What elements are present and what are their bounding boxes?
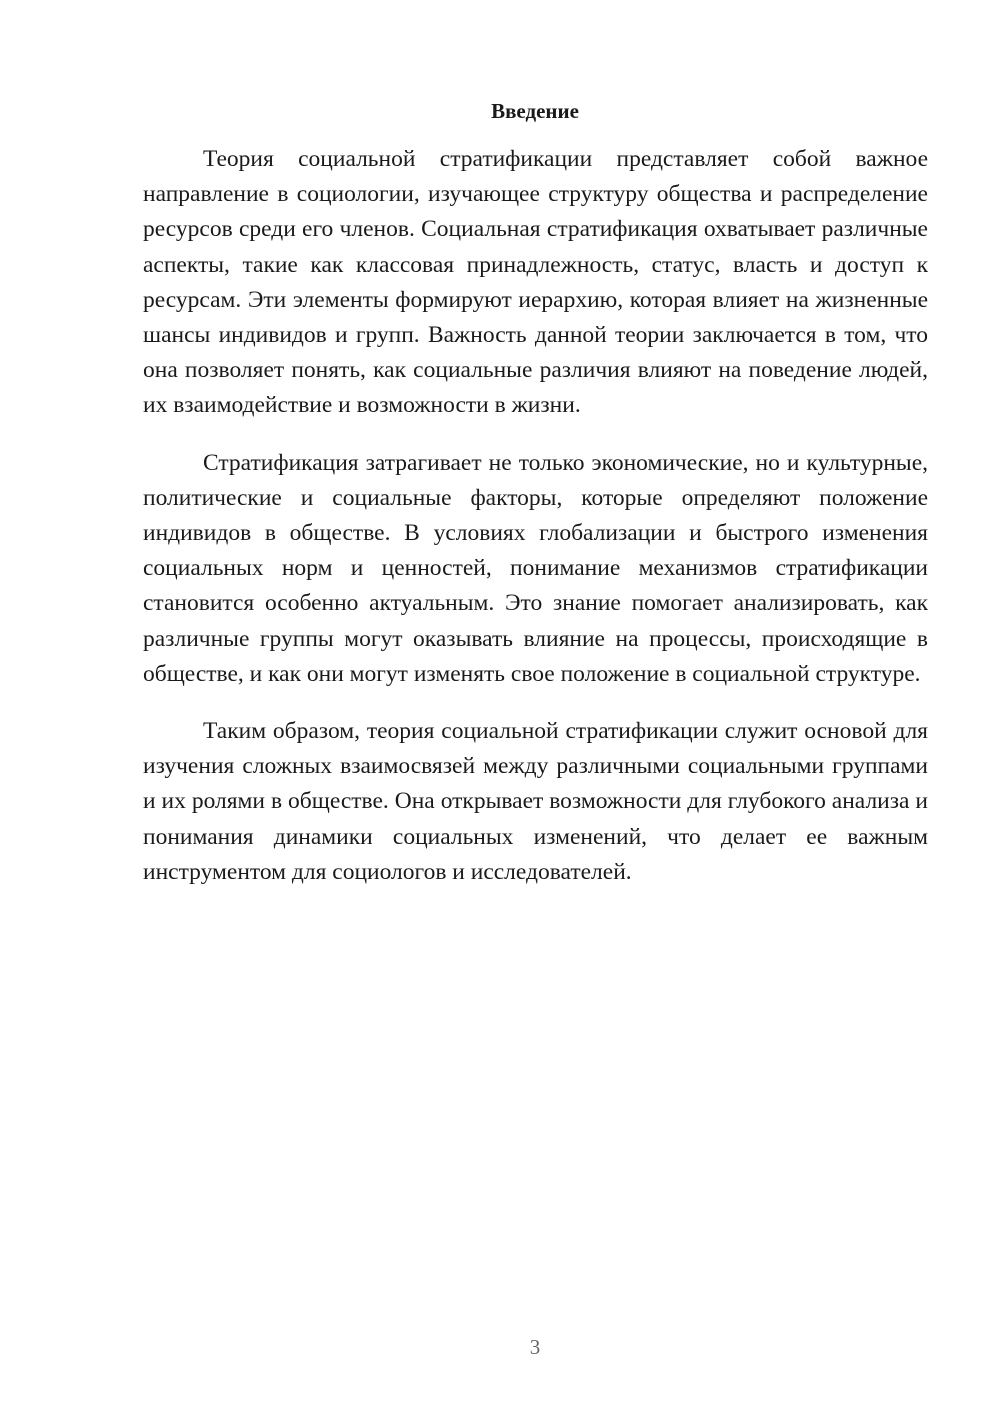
- paragraph-3: Таким образом, теория социальной стратификации служит основой для изучения сложных взаимосвязей между различными социальными группами и их ролями в обществе. Она открывает возможности для глубокого анализа и понимания динамики социальных изменений, что делает ее важным инструментом для социологов и исследователей.: [143, 718, 928, 885]
- body-text: [143, 142, 928, 912]
- section-title: Введение: [491, 99, 579, 123]
- paragraph-1: Теория социальной стратификации представляет собой важное направление в социологии, изучающее структуру общества и распределение ресурсов среди его членов. Социальная стратификация охватывает различные аспекты, такие как классовая принадлежность, статус, власть и доступ к ресурсам. Эти элементы формируют иерархию, которая влияет на жизненные шансы индивидов и групп. Важность данной теории заключается в том, что она позволяет понять, как социальные различия влияют на поведение людей, их взаимодействие и возможности в жизни.: [143, 146, 928, 419]
- page-number: 3: [529, 1335, 541, 1359]
- paragraph-2: Стратификация затрагивает не только экономические, но и культурные, политические и социальные факторы, которые определяют положение индивидов в обществе. В условиях глобализации и быстрого изменения социальных норм и ценностей, понимание механизмов стратификации становится особенно актуальным. Это знание помогает анализировать, как различные группы могут оказывать влияние на процессы, происходящие в обществе, и как они могут изменять свое положение в социальной структуре.: [143, 449, 928, 687]
